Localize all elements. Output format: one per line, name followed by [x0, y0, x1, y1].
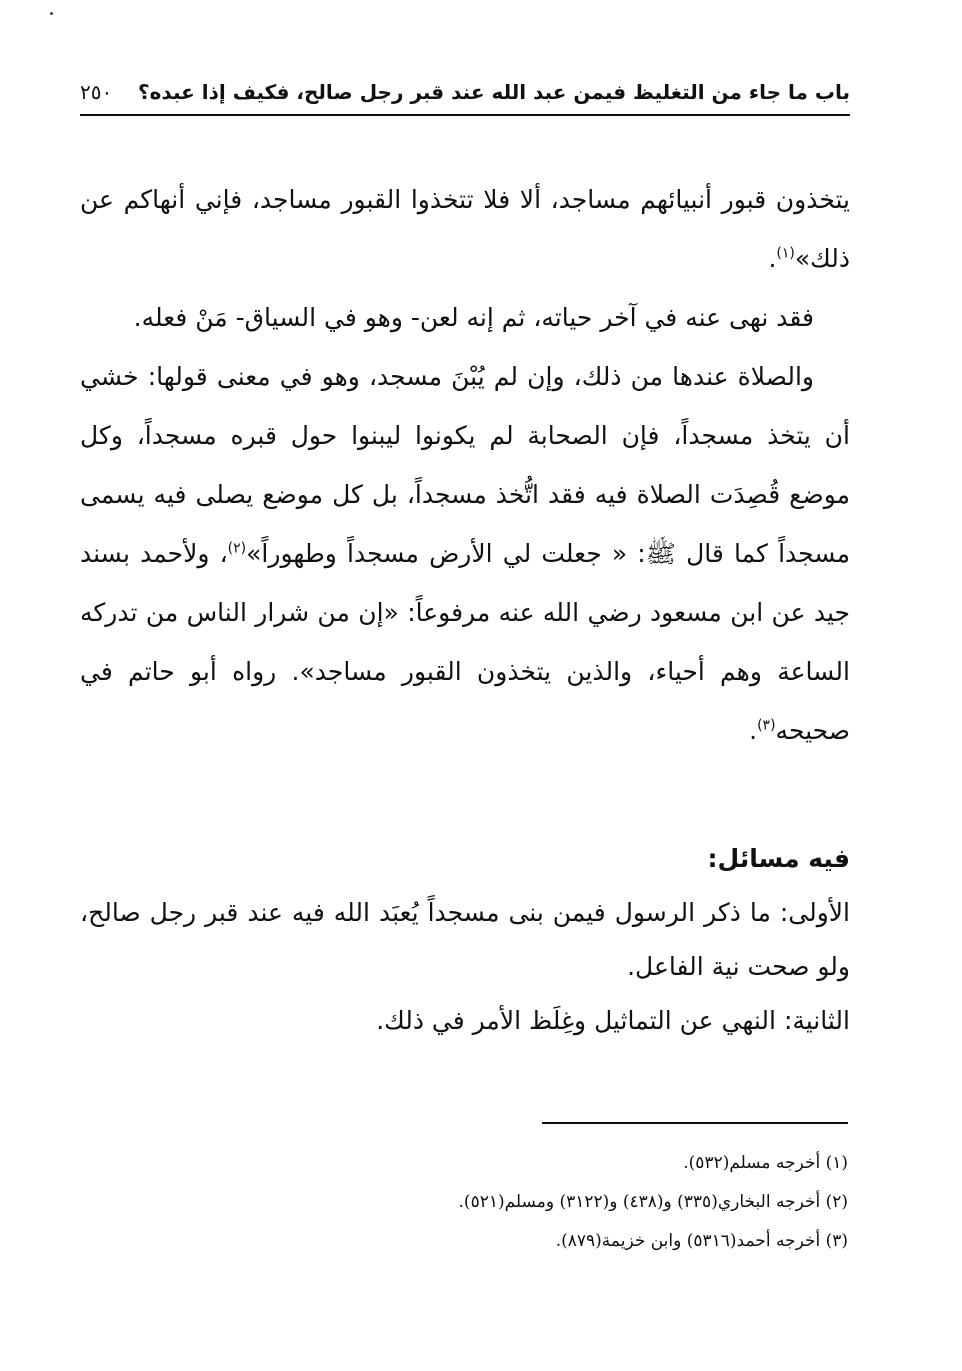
- footnote-ref-2: (٢): [227, 540, 247, 557]
- footnote-2: (٢) أخرجه البخاري(٣٣٥) و(٤٣٨) و(٣١٢٢) ومسلم(٥٢١).: [458, 1192, 848, 1212]
- chapter-title: باب ما جاء من التغليظ فيمن عبد الله عند قبر رجل صالح، فكيف إذا عبده؟: [138, 80, 850, 104]
- footnote-divider: [542, 1122, 848, 1124]
- paragraph-text: فقد نهى عنه في آخر حياته، ثم إنه لعن- وهو في السياق- مَنْ فعله.: [133, 303, 814, 332]
- main-text: [80, 170, 850, 760]
- running-header: [80, 70, 850, 116]
- issue-item-1: الأولى: ما ذكر الرسول فيمن بنى مسجداً يُعبَد الله فيه عند قبر رجل صالح، ولو صحت نية الفاعل.: [80, 898, 850, 981]
- paragraph-text: يتخذون قبور أنبيائهم مساجد، ألا فلا تتخذوا القبور مساجد، فإني أنهاكم عن ذلك»: [80, 185, 850, 273]
- footnote-1: (١) أخرجه مسلم(٥٣٢).: [683, 1153, 848, 1173]
- issues-section: [80, 832, 850, 1048]
- paragraph-end: .: [749, 716, 758, 745]
- paragraph-1: [80, 170, 850, 288]
- paragraph-tail: .: [768, 244, 777, 273]
- paragraph-text: والصلاة عندها من ذلك، وإن لم يُبْنَ مسجد، وهو في معنى قولها: خشي أن يتخذ مسجداً، فإن الصحابة لم يكونوا ليبنوا حول قبره مسجداً، وكل موضع قُصِدَت الصلاة فيه فقد اتُّخذ مسجداً، بل كل موضع يصلى فيه يسمى مسجداً كما قال ﷺ: « جعلت لي الأرض مسجداً وطهوراً»: [80, 362, 850, 568]
- footnotes: [300, 1144, 848, 1261]
- paragraph-2: [80, 288, 850, 347]
- footnote-3: (٣) أخرجه أحمد(٥٣١٦) وابن خزيمة(٨٧٩).: [555, 1231, 848, 1251]
- footnote-ref-1: (١): [776, 245, 795, 262]
- issues-heading: فيه مسائل:: [707, 844, 850, 873]
- paragraph-3: [80, 347, 850, 760]
- footnote-ref-3: (٣): [757, 717, 776, 734]
- paragraph-tail: ، ولأحمد بسند جيد عن ابن مسعود رضي الله عنه مرفوعاً: «إن من شرار الناس من تدركه الساعة وهم أحياء، والذين يتخذون القبور مساجد». رواه أبو حاتم في صحيحه: [80, 539, 850, 745]
- page-number: ٢٥٠: [80, 80, 113, 104]
- issue-item-2: الثانية: النهي عن التماثيل وغِلَظ الأمر في ذلك.: [376, 1006, 850, 1035]
- scan-speck: [50, 12, 53, 15]
